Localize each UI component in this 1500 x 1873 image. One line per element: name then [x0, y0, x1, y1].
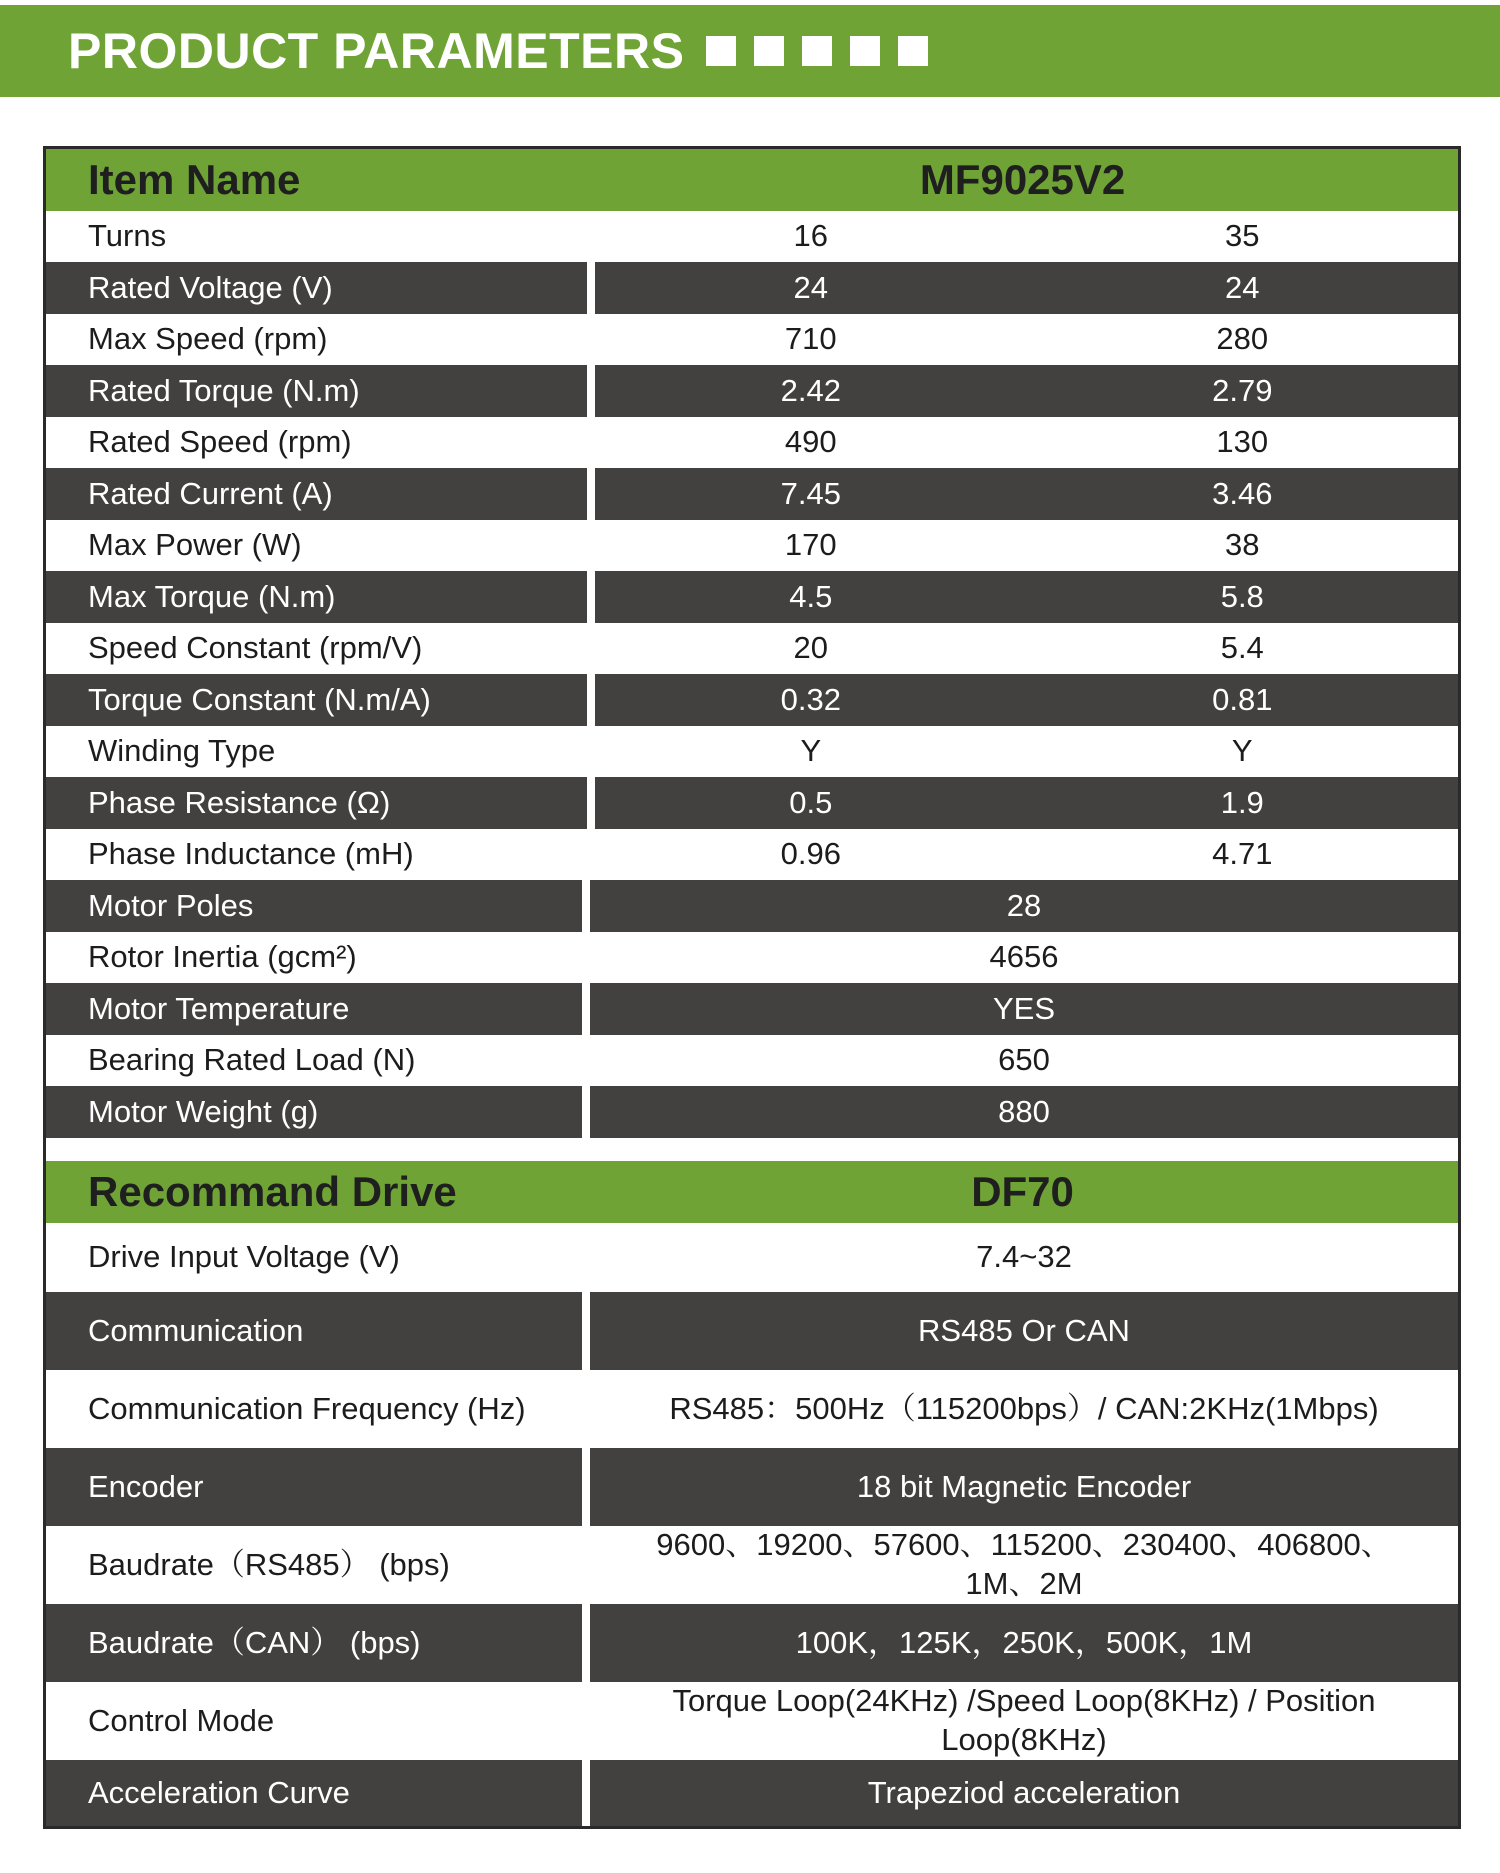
row-label: Winding Type [88, 733, 276, 769]
value-35-turns: 35 [1225, 218, 1260, 254]
row-label: Communication Frequency (Hz) [88, 1390, 526, 1426]
row-value: 18 bit Magnetic Encoder [856, 1468, 1192, 1504]
row-label: Baudrate（CAN） (bps) [46, 1604, 582, 1682]
value-35-turns: 280 [1216, 321, 1269, 357]
motor-header-row [46, 149, 1458, 211]
value-35-turns: 2.79 [1212, 372, 1273, 408]
row-label: Max Power (W) [88, 527, 302, 563]
row-label: Torque Constant (N.m/A) [46, 674, 587, 726]
table-row [46, 314, 1458, 365]
section-gap [46, 1138, 1458, 1161]
value-16-turns: 24 [793, 269, 829, 305]
motor-header-label: Item Name [88, 155, 301, 203]
row-label: Motor Weight (g) [46, 1086, 582, 1138]
value-35-turns: 5.8 [1220, 578, 1264, 614]
row-value: Trapeziod acceleration [867, 1774, 1181, 1810]
value-35-turns: 4.71 [1212, 836, 1273, 872]
value-16-turns: 170 [784, 527, 837, 563]
value-16-turns: 7.45 [780, 475, 841, 511]
motor-model: MF9025V2 [919, 155, 1126, 203]
row-value: Torque Loop(24KHz) /Speed Loop(8KHz) / Position Loop(8KHz) [672, 1683, 1376, 1757]
row-label: Rotor Inertia (gcm²) [88, 939, 357, 975]
table-row [46, 1682, 1458, 1760]
row-value: 4656 [989, 939, 1059, 975]
page-banner [0, 5, 1500, 97]
row-label: Control Mode [88, 1702, 275, 1738]
table-row [46, 623, 1458, 674]
table-row [46, 365, 1458, 417]
decor-square [850, 36, 880, 66]
value-16-turns: 0.32 [780, 681, 841, 717]
banner-squares [706, 36, 946, 66]
table-row [46, 1760, 1458, 1826]
decor-square [706, 36, 736, 66]
table-row [46, 880, 1458, 932]
row-label: Encoder [46, 1448, 582, 1526]
row-value: YES [992, 990, 1056, 1026]
value-16-turns: 490 [784, 424, 837, 460]
table-row [46, 520, 1458, 571]
table-row [46, 1370, 1458, 1448]
table-row [46, 1223, 1458, 1292]
row-value: 880 [998, 1093, 1050, 1129]
table-row [46, 1086, 1458, 1138]
table-row [46, 777, 1458, 829]
row-label: Rated Speed (rpm) [88, 424, 352, 460]
table-row [46, 211, 1458, 262]
value-35-turns: 3.46 [1212, 475, 1273, 511]
value-35-turns: 38 [1225, 527, 1260, 563]
table-row [46, 674, 1458, 726]
decor-square [802, 36, 832, 66]
row-label: Communication [46, 1292, 582, 1370]
row-label: Max Torque (N.m) [46, 571, 587, 623]
row-label: Bearing Rated Load (N) [88, 1042, 416, 1078]
table-row [46, 1035, 1458, 1086]
row-value: RS485：500Hz（115200bps）/ CAN:2KHz(1Mbps) [669, 1390, 1379, 1426]
banner-title: PRODUCT PARAMETERS [68, 23, 685, 79]
drive-header-row [46, 1161, 1458, 1223]
row-value: 28 [1006, 887, 1042, 923]
row-label: Phase Inductance (mH) [88, 836, 414, 872]
row-value: 650 [998, 1042, 1050, 1078]
value-16-turns: 16 [793, 218, 829, 254]
table-row [46, 468, 1458, 520]
row-label: Phase Resistance (Ω) [46, 777, 587, 829]
value-35-turns: 1.9 [1220, 784, 1264, 820]
drive-header-label: Recommand Drive [88, 1167, 457, 1215]
value-16-turns: 710 [784, 321, 837, 357]
value-35-turns: 0.81 [1212, 681, 1273, 717]
table-row [46, 726, 1458, 777]
value-35-turns: 5.4 [1220, 630, 1264, 666]
drive-model: DF70 [971, 1167, 1074, 1215]
table-row [46, 1448, 1458, 1526]
value-16-turns: 2.42 [780, 372, 841, 408]
value-16-turns: Y [800, 733, 822, 769]
value-16-turns: 0.5 [789, 784, 833, 820]
table-row [46, 417, 1458, 468]
row-label: Baudrate（RS485） (bps) [88, 1546, 450, 1582]
table-row [46, 1292, 1458, 1370]
table-row [46, 571, 1458, 623]
table-row [46, 1526, 1458, 1604]
row-value: 9600、19200、57600、115200、230400、406800、1M、2M [656, 1527, 1392, 1601]
table-row [46, 262, 1458, 314]
decor-square [754, 36, 784, 66]
table-row [46, 829, 1458, 880]
row-value: RS485 Or CAN [918, 1312, 1130, 1348]
value-16-turns: 0.96 [780, 836, 841, 872]
row-value: 7.4~32 [976, 1239, 1072, 1275]
table-row [46, 932, 1458, 983]
row-label: Turns [88, 218, 167, 254]
row-label: Motor Poles [46, 880, 582, 932]
value-35-turns: Y [1231, 733, 1253, 769]
row-label: Acceleration Curve [46, 1760, 582, 1826]
table-row [46, 1604, 1458, 1682]
table-row [46, 983, 1458, 1035]
row-value: 100K，125K，250K，500K，1M [795, 1624, 1253, 1660]
row-label: Motor Temperature [46, 983, 582, 1035]
value-35-turns: 130 [1216, 424, 1269, 460]
row-label: Rated Torque (N.m) [46, 365, 587, 417]
row-label: Speed Constant (rpm/V) [88, 630, 423, 666]
row-label: Max Speed (rpm) [88, 321, 328, 357]
row-label: Drive Input Voltage (V) [88, 1239, 400, 1275]
decor-square [898, 36, 928, 66]
value-35-turns: 24 [1225, 269, 1260, 305]
value-16-turns: 4.5 [789, 578, 833, 614]
value-16-turns: 20 [793, 630, 829, 666]
parameters-table [43, 146, 1461, 1829]
row-label: Rated Current (A) [46, 468, 587, 520]
row-label: Rated Voltage (V) [46, 262, 587, 314]
